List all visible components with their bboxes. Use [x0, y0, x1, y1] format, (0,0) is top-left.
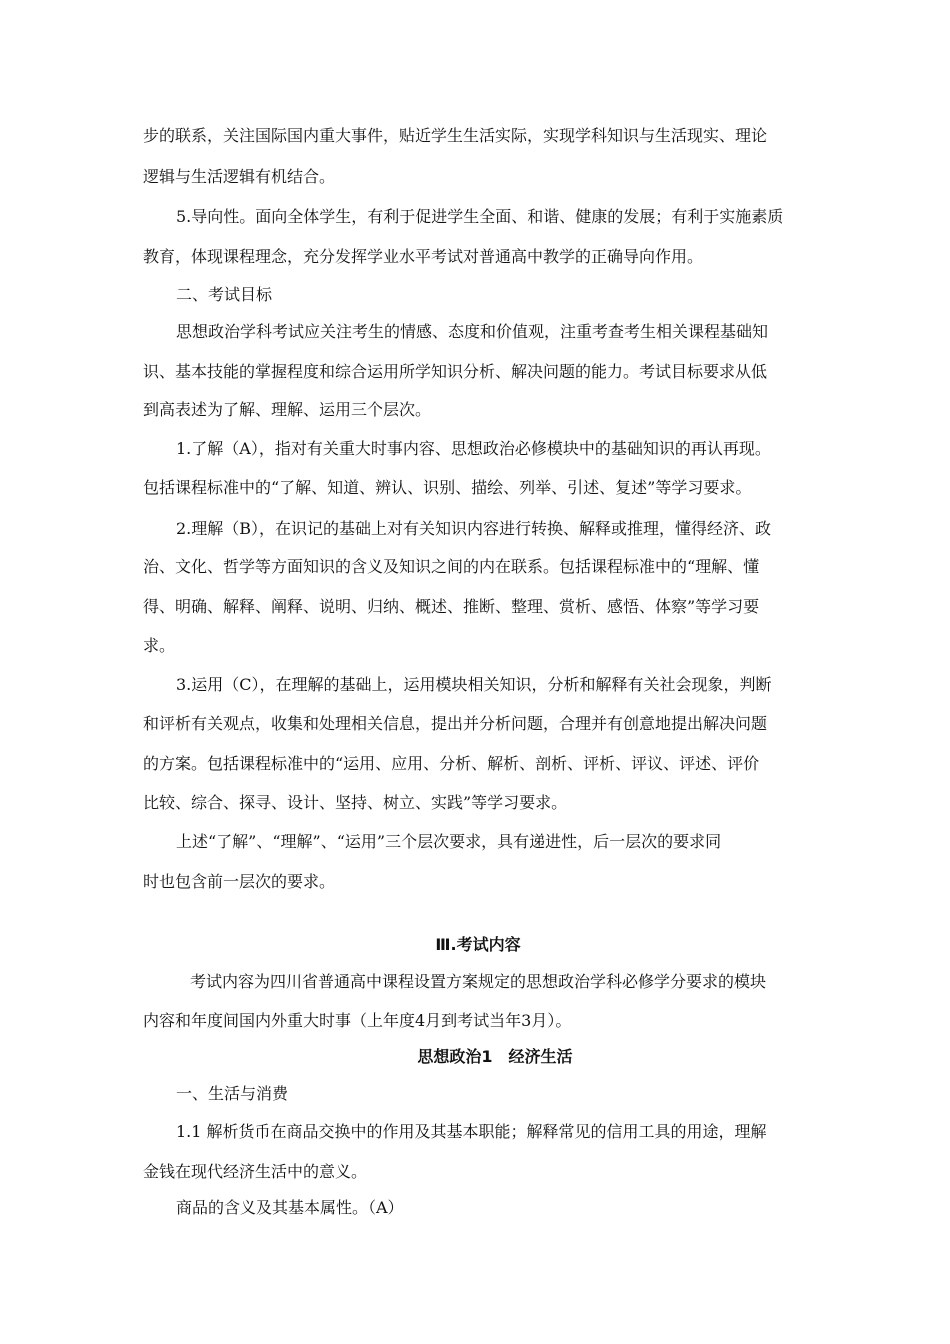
text-line: 治、文化、哲学等方面知识的含义及知识之间的内在联系。包括课程标准中的“理解、懂 — [143, 557, 760, 576]
text-line: 得、明确、解释、阐释、说明、归纳、概述、推断、整理、赏析、感悟、体察”等学习要 — [143, 597, 760, 616]
text-line: 1.了解（A），指对有关重大时事内容、思想政治必修模块中的基础知识的再认再现。 — [176, 439, 771, 458]
text-line: 识、基本技能的掌握程度和综合运用所学知识分析、解决问题的能力。考试目标要求从低 — [143, 362, 768, 381]
text-line: 内容和年度间国内外重大时事（上年度4月到考试当年3月）。 — [143, 1011, 572, 1030]
module-heading: 思想政治1 经济生活 — [417, 1047, 573, 1066]
text-line: 教育，体现课程理念，充分发挥学业水平考试对普通高中教学的正确导向作用。 — [143, 247, 704, 266]
text-line: 包括课程标准中的“了解、知道、辨认、识别、描绘、列举、引述、复述”等学习要求。 — [143, 478, 752, 497]
text-line: 的方案。包括课程标准中的“运用、应用、分析、解析、剖析、评析、评议、评述、评价 — [143, 754, 760, 773]
text-line: 上述“了解”、“理解”、“运用”三个层次要求，具有递进性，后一层次的要求同 — [176, 832, 722, 851]
chapter-heading: Ⅲ.考试内容 — [435, 935, 521, 954]
text-line: 2.理解（B），在识记的基础上对有关知识内容进行转换、解释或推理，懂得经济、政 — [176, 519, 772, 538]
text-line: 到高表述为了解、理解、运用三个层次。 — [143, 400, 432, 419]
text-line: 比较、综合、探寻、设计、坚持、树立、实践”等学习要求。 — [143, 793, 568, 812]
text-line: 1.1 解析货币在商品交换中的作用及其基本职能；解释常见的信用工具的用途，理解 — [176, 1122, 767, 1141]
text-line: 商品的含义及其基本属性。（A） — [176, 1198, 404, 1217]
text-line: 和评析有关观点，收集和处理相关信息，提出并分析问题，合理并有创意地提出解决问题 — [143, 714, 768, 733]
text-line: 求。 — [143, 636, 176, 655]
text-line: 3.运用（C），在理解的基础上，运用模块相关知识，分析和解释有关社会现象，判断 — [176, 675, 772, 694]
section-heading: 一、生活与消费 — [176, 1084, 289, 1103]
text-line: 逻辑与生活逻辑有机结合。 — [143, 167, 336, 186]
text-line: 金钱在现代经济生活中的意义。 — [143, 1162, 368, 1181]
text-line: 5.导向性。面向全体学生，有利于促进学生全面、和谐、健康的发展；有利于实施素质 — [176, 207, 784, 226]
text-line: 时也包含前一层次的要求。 — [143, 872, 336, 891]
text-line: 思想政治学科考试应关注考生的情感、态度和价值观，注重考查考生相关课程基础知 — [176, 322, 769, 341]
text-line: 步的联系，关注国际国内重大事件，贴近学生生活实际，实现学科知识与生活现实、理论 — [143, 126, 768, 145]
text-line: 考试内容为四川省普通高中课程设置方案规定的思想政治学科必修学分要求的模块 — [190, 972, 767, 991]
section-heading: 二、考试目标 — [176, 285, 273, 304]
